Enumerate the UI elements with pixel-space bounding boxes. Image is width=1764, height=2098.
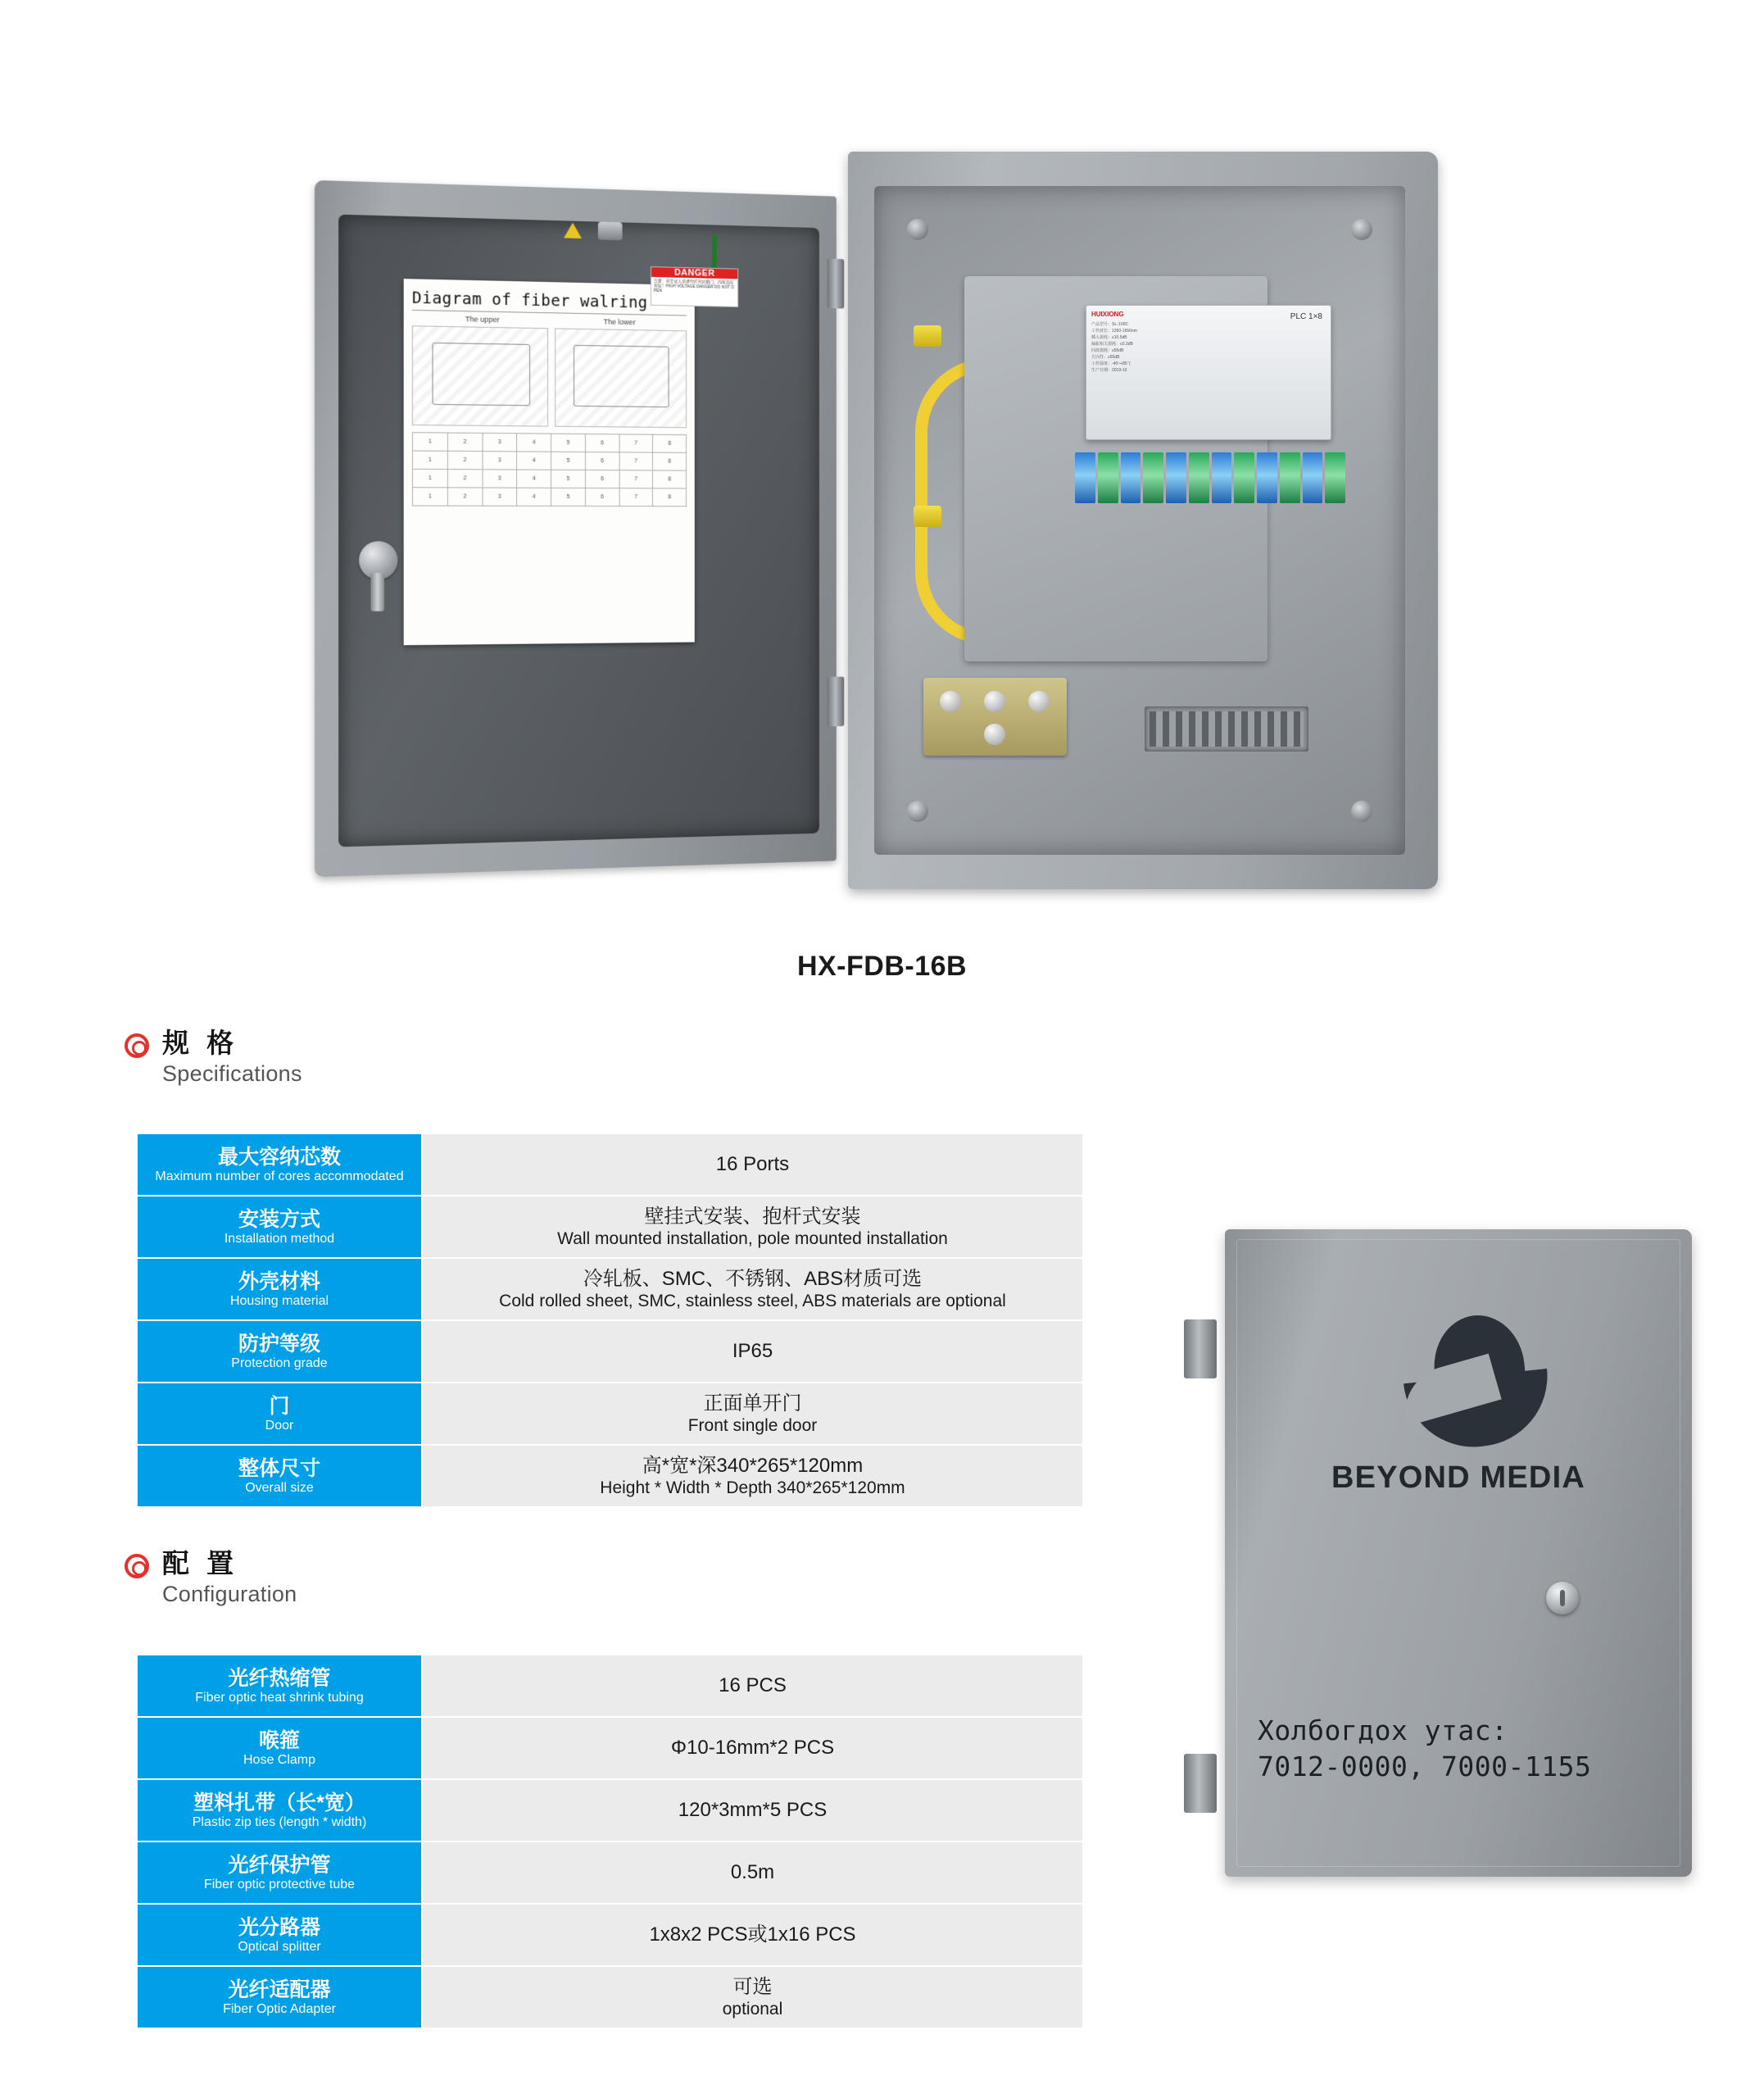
config-value-cn: 16 PCS	[719, 1674, 787, 1696]
config-value-cell	[422, 1655, 1083, 1717]
config-key-cn: 光分路器	[238, 1915, 320, 1939]
spec-value-cell	[422, 1383, 1083, 1445]
spec-key-en: Installation method	[224, 1231, 335, 1246]
config-value-cn: 1x8x2 PCS或1x16 PCS	[649, 1923, 856, 1946]
wiring-diagram-title: Diagram of fiber walring	[412, 289, 687, 316]
product-code: HX-FDB-16B	[796, 951, 968, 982]
electrical-warning-icon	[564, 222, 582, 238]
adapter-port	[1303, 452, 1323, 503]
door-hinge-bottom	[827, 677, 844, 727]
table-row	[137, 1966, 1083, 2028]
config-key-en: Fiber optic heat shrink tubing	[195, 1690, 364, 1705]
spec-key-cn: 防护等级	[238, 1332, 320, 1356]
fiber-clip	[914, 325, 941, 347]
spec-value-cn: 壁挂式安装、抱杆式安装	[644, 1205, 861, 1228]
config-key-cell	[137, 1779, 422, 1841]
adapter-port	[1189, 452, 1209, 503]
table-row	[137, 1841, 1083, 1904]
product-photo-closed	[1184, 1229, 1700, 1901]
ring-icon	[125, 1554, 149, 1578]
config-key-en: Hose Clamp	[243, 1752, 316, 1767]
table-row: 1 2 3 4 5 6 7 8	[412, 451, 686, 470]
mounting-hole	[1351, 219, 1372, 240]
contact-info	[1258, 1713, 1667, 1785]
door-hinge-top	[827, 259, 844, 309]
spec-key-en: Door	[265, 1418, 294, 1433]
spec-value-cn: IP65	[732, 1340, 773, 1362]
specifications-title-cn: 规 格	[162, 1028, 239, 1058]
config-value-cell	[422, 1779, 1083, 1841]
configuration-heading	[125, 1549, 297, 1607]
config-value-cn: 0.5m	[730, 1861, 775, 1883]
spec-value-cn: 高*宽*深340*265*120mm	[642, 1454, 864, 1477]
config-value-cell	[422, 1717, 1083, 1779]
spec-key-cn: 外壳材料	[238, 1269, 320, 1293]
contact-numbers: 7012-0000, 7000-1155	[1258, 1751, 1592, 1782]
adapter-port	[1325, 452, 1345, 503]
table-row: 1 2 3 4 5 6 7 8	[412, 433, 686, 453]
diagram-port-table	[412, 432, 687, 506]
table-row	[137, 1320, 1083, 1383]
diagram-figure-upper	[412, 325, 548, 426]
mounting-hole	[907, 801, 928, 822]
product-photo-open	[311, 152, 1450, 893]
table-row	[137, 1383, 1083, 1445]
adapter-port	[1075, 452, 1095, 503]
door-lock	[359, 541, 397, 579]
table-row	[137, 1196, 1083, 1258]
grounding-screw	[940, 691, 961, 712]
box-hinge-bottom	[1184, 1754, 1217, 1813]
spec-value-cell	[422, 1196, 1083, 1258]
config-key-en: Fiber Optic Adapter	[223, 2001, 336, 2016]
splitter-spec-text: 产品型号：SL-1X8C 工作波长：1260-1650nm 插入损耗：≤10.5dB 偏振相关损耗：≤0.3dB 回波损耗：≥55dB 方向性：≥55dB 工作温度：-40~+85℃ 生产日期：2019-10	[1091, 322, 1137, 373]
adapter-port	[1098, 452, 1118, 503]
spec-value-en: Height * Width * Depth 340*265*120mm	[600, 1478, 905, 1497]
spec-key-cn: 整体尺寸	[238, 1456, 320, 1480]
beyond-media-logo-icon	[1397, 1315, 1561, 1446]
spec-value-cn: 16 Ports	[715, 1153, 790, 1175]
config-key-cell	[137, 1904, 422, 1966]
spec-value-cell	[422, 1320, 1083, 1383]
grounding-screw	[984, 691, 1005, 712]
config-value-cell	[422, 1841, 1083, 1904]
spec-key-cn: 最大容纳芯数	[217, 1145, 341, 1169]
enclosure-body-cavity	[874, 186, 1405, 855]
grounding-screw	[984, 724, 1005, 745]
table-row	[137, 1445, 1083, 1507]
brand-name: BEYOND MEDIA	[1331, 1460, 1585, 1495]
danger-sticker-body: 注意：非专业人员请勿打开此箱门，内有高压危险！HIGH VOLTAGE DANGER DO NOT OPEN	[653, 279, 734, 294]
config-key-cell	[137, 1655, 422, 1717]
diagram-figure-lower	[555, 328, 687, 428]
configuration-title-en: Configuration	[162, 1582, 297, 1606]
enclosure-door	[315, 180, 837, 877]
diagram-sub-upper: The upper	[465, 315, 500, 325]
spec-value-cell	[422, 1445, 1083, 1507]
specifications-table	[136, 1133, 1084, 1508]
config-key-cn: 塑料扎带（长*宽）	[193, 1791, 365, 1814]
spec-value-cell	[422, 1258, 1083, 1320]
table-row	[137, 1779, 1083, 1841]
spec-key-en: Protection grade	[231, 1356, 328, 1370]
adapter-port	[1257, 452, 1277, 503]
config-key-cell	[137, 1841, 422, 1904]
config-key-cell	[137, 1966, 422, 2028]
wiring-diagram-label	[404, 267, 734, 645]
config-key-cell	[137, 1717, 422, 1779]
spec-key-cell	[137, 1258, 422, 1320]
spec-value-en: Wall mounted installation, pole mounted installation	[557, 1228, 948, 1248]
spec-value-cn: 正面单开门	[703, 1392, 802, 1415]
config-key-en: Fiber optic protective tube	[203, 1877, 356, 1891]
config-key-en: Plastic zip ties (length * width)	[192, 1814, 367, 1829]
spec-key-cell	[137, 1320, 422, 1383]
config-key-cn: 光纤保护管	[228, 1853, 331, 1877]
fiber-adapter-row	[1075, 452, 1345, 503]
config-key-en: Optical splitter	[238, 1939, 321, 1954]
adapter-port	[1121, 452, 1141, 503]
spec-value-cell	[422, 1133, 1083, 1196]
splice-tray	[964, 276, 1322, 661]
config-value-cell	[422, 1966, 1083, 2028]
configuration-title-cn: 配 置	[162, 1548, 239, 1578]
config-key-cn: 光纤适配器	[228, 1978, 331, 2001]
table-row	[137, 1717, 1083, 1779]
spec-key-en: Maximum number of cores accommodated	[155, 1169, 404, 1183]
adapter-port	[1234, 452, 1254, 503]
config-value-cn: 可选	[732, 1975, 773, 1998]
config-value-cn: 120*3mm*5 PCS	[678, 1799, 828, 1821]
ring-icon	[125, 1033, 149, 1058]
splitter-brand: HUIXIONG	[1091, 311, 1124, 318]
contact-label: Холбогдох утас:	[1258, 1714, 1508, 1746]
spec-key-en: Overall size	[245, 1480, 314, 1495]
splitter-model: PLC 1×8	[1290, 312, 1322, 321]
adapter-port	[1166, 452, 1186, 503]
plc-splitter-module	[1086, 305, 1331, 440]
table-row	[137, 1258, 1083, 1320]
cable-entry-vent	[1145, 706, 1308, 752]
closed-box-lock	[1546, 1582, 1579, 1614]
table-row	[137, 1133, 1083, 1196]
danger-sticker	[651, 266, 738, 307]
config-key-cn: 喉箍	[258, 1728, 300, 1752]
spec-value-en: Front single door	[687, 1415, 818, 1435]
spec-key-cn: 安装方式	[238, 1207, 320, 1231]
enclosure-body	[848, 152, 1438, 889]
spec-key-cell	[137, 1383, 422, 1445]
mounting-hole	[907, 219, 928, 240]
config-value-cell	[422, 1904, 1083, 1966]
config-value-en: optional	[722, 1999, 783, 2019]
danger-sticker-word: DANGER	[651, 267, 737, 279]
mounting-hole	[1351, 801, 1372, 822]
spec-key-cell	[137, 1196, 422, 1258]
table-row: 1 2 3 4 5 6 7 8	[412, 488, 686, 506]
spec-key-cell	[137, 1133, 422, 1196]
spec-value-cn: 冷轧板、SMC、不锈钢、ABS材质可选	[583, 1267, 923, 1290]
config-key-cn: 光纤热缩管	[228, 1666, 331, 1690]
box-hinge-top	[1184, 1319, 1217, 1378]
spec-key-cn: 门	[269, 1394, 290, 1418]
table-row: 1 2 3 4 5 6 7 8	[412, 469, 686, 488]
adapter-port	[1212, 452, 1232, 503]
table-row	[137, 1904, 1083, 1966]
specifications-heading	[125, 1029, 302, 1087]
adapter-port	[1143, 452, 1163, 503]
spec-key-en: Housing material	[229, 1293, 329, 1308]
grounding-screw	[1028, 691, 1050, 712]
adapter-port	[1280, 452, 1300, 503]
fiber-clip	[914, 506, 941, 527]
configuration-table	[136, 1654, 1084, 2029]
specifications-title-en: Specifications	[162, 1061, 302, 1086]
spec-key-cell	[137, 1445, 422, 1507]
closed-enclosure	[1225, 1229, 1692, 1877]
diagram-sub-lower: The lower	[603, 317, 636, 327]
table-row	[137, 1655, 1083, 1717]
spec-value-en: Cold rolled sheet, SMC, stainless steel, ABS materials are optional	[499, 1291, 1006, 1310]
config-value-cn: Φ10-16mm*2 PCS	[670, 1737, 835, 1759]
grounding-bar	[923, 678, 1067, 756]
